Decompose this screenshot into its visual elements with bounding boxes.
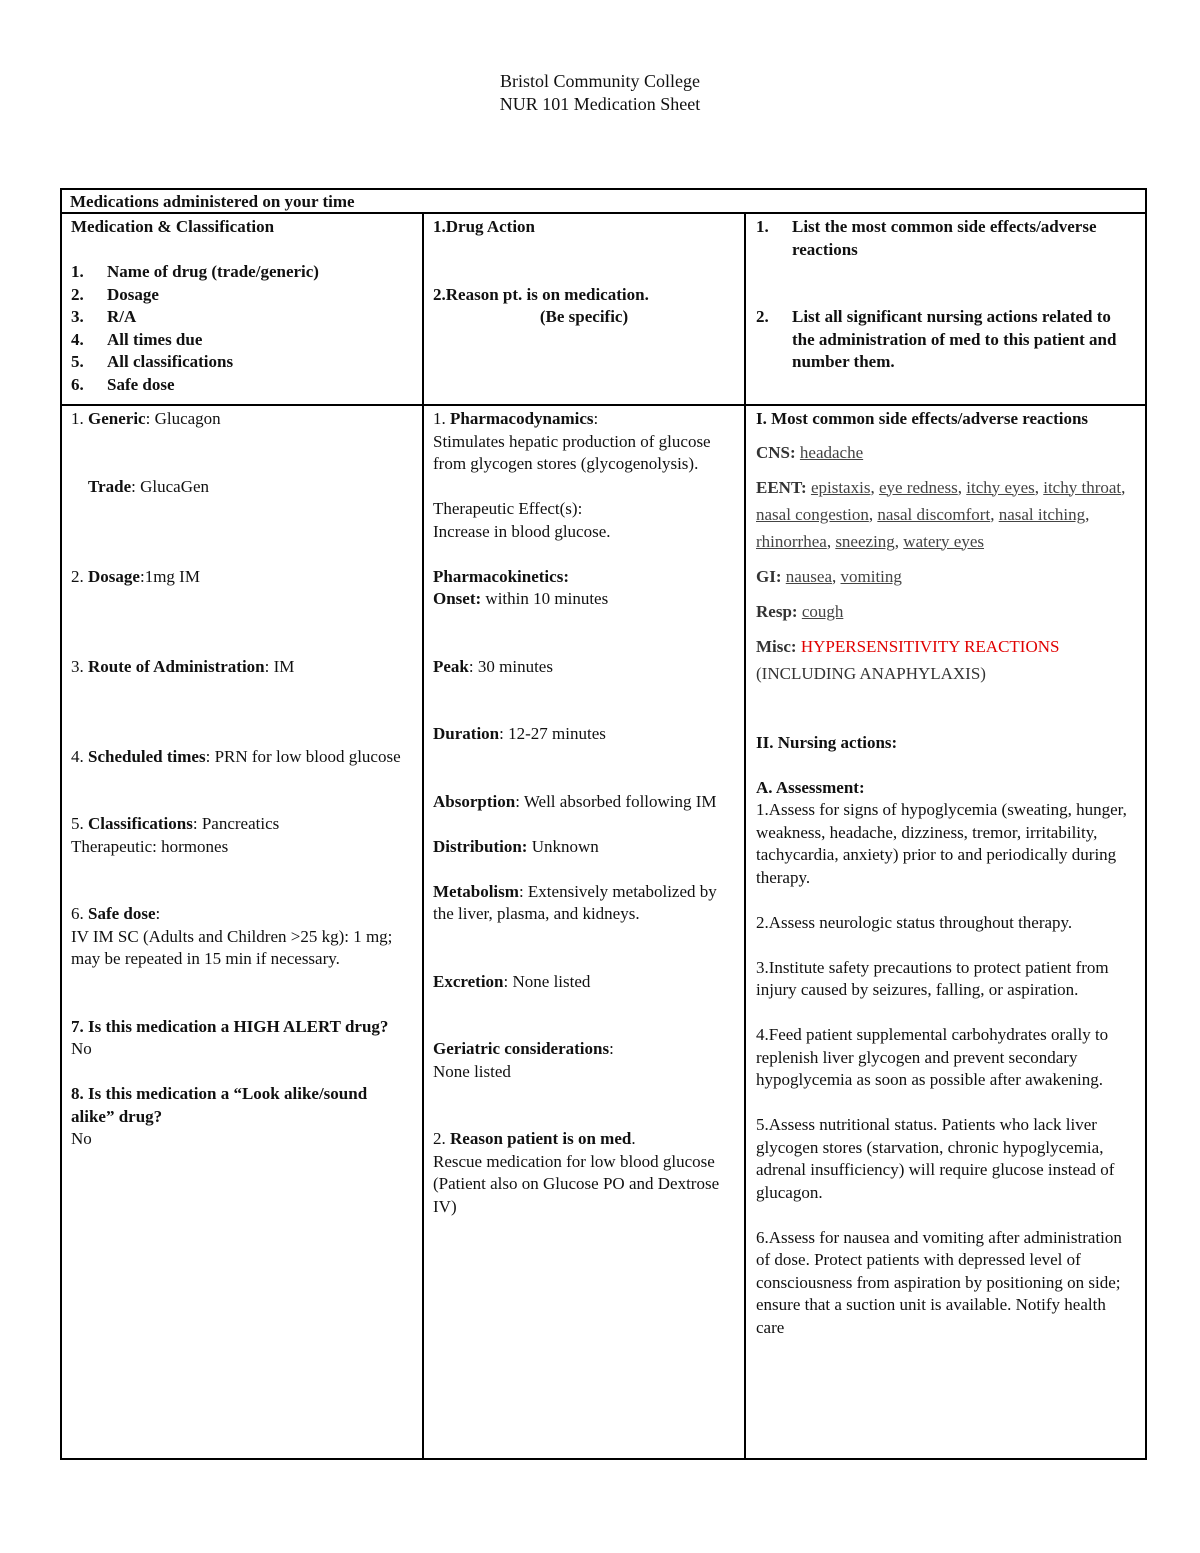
misc-hypersensitivity: HYPERSENSITIVITY REACTIONS bbox=[800, 636, 1060, 656]
head-col-side-effects bbox=[746, 214, 1145, 404]
table-head-row bbox=[62, 214, 1145, 406]
col1-title: Medication & Classification bbox=[71, 217, 275, 236]
pharmacokinetics-label: Pharmacokinetics: bbox=[433, 566, 569, 586]
absorption-line: Absorption: Well absorbed following IM bbox=[433, 791, 717, 811]
side-effect-item: nasal congestion bbox=[756, 504, 869, 524]
high-alert-question: 7. Is this medication a HIGH ALERT drug? bbox=[71, 1016, 389, 1036]
nursing-action: 6.Assess for nausea and vomiting after administration of dose. Protect patients with depressed level of consciousness from aspiration by positioning on side; ensure that a suction unit is available. Notify health care bbox=[756, 1227, 1122, 1337]
nursing-action: 2.Assess neurologic status throughout therapy. bbox=[756, 912, 1073, 932]
side-effect-item: rhinorrhea bbox=[756, 531, 827, 551]
gi-line: GI: nausea, vomiting bbox=[756, 566, 902, 586]
therapeutic-effect-value: Increase in blood glucose. bbox=[433, 521, 611, 541]
pharmacodynamics-line: 1. Pharmacodynamics: bbox=[433, 409, 599, 428]
side-effect-item: cough bbox=[801, 601, 844, 621]
body-col-side-effects bbox=[746, 406, 1145, 1458]
onset-line: Onset: within 10 minutes bbox=[433, 589, 609, 608]
geriatric-value: None listed bbox=[433, 1061, 511, 1081]
resp-line: Resp: cough bbox=[756, 601, 844, 621]
side-effect-item: epistaxis bbox=[810, 477, 871, 497]
side-effect-item: headache bbox=[799, 442, 864, 462]
reason-line: 2. Reason patient is on med. bbox=[433, 1129, 636, 1148]
side-effect-item: nasal itching bbox=[998, 504, 1086, 524]
nursing-action: 3.Institute safety precautions to protect patient from injury caused by seizures, falling, or aspiration. bbox=[756, 957, 1109, 999]
col2-specific-note: (Be specific) bbox=[539, 307, 629, 326]
therapeutic-effect-label: Therapeutic Effect(s): bbox=[433, 499, 583, 518]
head-col-drug-action bbox=[424, 214, 746, 404]
side-effect-item: itchy eyes bbox=[966, 477, 1035, 497]
high-alert-answer: No bbox=[71, 1039, 92, 1058]
cns-line: CNS: headache bbox=[756, 442, 864, 462]
side-effect-item: vomiting bbox=[840, 566, 902, 586]
side-effect-item: watery eyes bbox=[903, 531, 985, 551]
side-effect-item: nasal discomfort bbox=[877, 504, 991, 524]
safe-dose-line: 6. Safe dose: bbox=[71, 904, 161, 923]
side-effect-item: itchy throat bbox=[1043, 477, 1122, 497]
classifications-line: 5. Classifications: Pancreatics bbox=[71, 814, 280, 833]
misc-line: Misc: HYPERSENSITIVITY REACTIONS bbox=[756, 636, 1060, 656]
nursing-actions-title: II. Nursing actions: bbox=[756, 732, 898, 752]
head-col-medication bbox=[62, 214, 424, 404]
safe-dose-value: IV IM SC (Adults and Children >25 kg): 1 mg; may be repeated in 15 min if necessary. bbox=[71, 926, 393, 968]
head-item: 5. All classifications bbox=[71, 352, 234, 371]
body-col-medication bbox=[62, 406, 424, 1458]
pharmacodynamics-value: Stimulates hepatic production of glucose from glycogen stores (glycogenolysis). bbox=[433, 431, 711, 473]
eent-line: EENT: epistaxis, eye redness, itchy eyes, itchy throat, nasal congestion, nasal discomfort, nasal itching, rhinorrhea, sneezing, watery eyes bbox=[756, 477, 1126, 551]
reason-value: Rescue medication for low blood glucose bbox=[433, 1151, 715, 1171]
table-body-row bbox=[62, 406, 1145, 1458]
trade-line: Trade: GlucaGen bbox=[88, 476, 210, 496]
side-effect-item: eye redness bbox=[878, 477, 958, 497]
generic-line: 1. Generic: Glucagon bbox=[71, 409, 221, 428]
geriatric-line: Geriatric considerations: bbox=[433, 1039, 614, 1058]
side-effect-item: nausea bbox=[785, 566, 833, 586]
metabolism-line: Metabolism: Extensively metabolized by the liver, plasma, and kidneys. bbox=[433, 881, 717, 923]
excretion-line: Excretion: None listed bbox=[433, 971, 591, 991]
col2-action-heading: 1.Drug Action bbox=[433, 217, 535, 236]
head-item: 3. R/A bbox=[71, 307, 137, 326]
table-title: Medications administered on your time bbox=[62, 190, 1145, 214]
reason-note: (Patient also on Glucose PO and Dextrose IV) bbox=[433, 1174, 720, 1216]
side-effect-item: sneezing bbox=[835, 531, 895, 551]
times-line: 4. Scheduled times: PRN for low blood glucose bbox=[71, 746, 401, 766]
head-item: 2. Dosage bbox=[71, 284, 159, 304]
look-alike-question: 8. Is this medication a “Look alike/sound alike” drug? bbox=[71, 1084, 368, 1126]
head-item: 1. List the most common side effects/adverse reactions bbox=[756, 217, 1097, 259]
assessment-title: A. Assessment: bbox=[756, 777, 865, 797]
medication-table bbox=[60, 188, 1147, 1460]
page-header bbox=[0, 70, 1200, 116]
head-item: 4. All times due bbox=[71, 329, 203, 349]
college-name: Bristol Community College bbox=[499, 71, 700, 91]
route-line: 3. Route of Administration: IM bbox=[71, 656, 295, 676]
head-item: 6. Safe dose bbox=[71, 374, 175, 394]
peak-line: Peak: 30 minutes bbox=[433, 656, 553, 676]
duration-line: Duration: 12-27 minutes bbox=[433, 724, 606, 743]
distribution-line: Distribution: Unknown bbox=[433, 836, 599, 856]
nursing-action: 5.Assess nutritional status. Patients who lack liver glycogen stores (starvation, chronic hypoglycemia, adrenal insufficiency) will require glucose instead of glucagon. bbox=[756, 1115, 1115, 1202]
nursing-action: 1.Assess for signs of hypoglycemia (sweating, hunger, weakness, headache, dizziness, tremor, irritability, tachycardia, anxiety) prior to and periodically during therapy. bbox=[756, 800, 1127, 887]
sheet-title: NUR 101 Medication Sheet bbox=[499, 94, 701, 114]
col2-reason-heading: 2.Reason pt. is on medication. bbox=[433, 284, 649, 304]
dosage-line: 2. Dosage:1mg IM bbox=[71, 566, 200, 586]
nursing-action: 4.Feed patient supplemental carbohydrates orally to replenish liver glycogen and prevent secondary hypoglycemia as soon as possible after awakening. bbox=[756, 1025, 1109, 1089]
head-item: 2. List all significant nursing actions related to the administration of med to this patient and number them. bbox=[756, 307, 1117, 371]
misc-note: (INCLUDING ANAPHYLAXIS) bbox=[756, 663, 986, 683]
head-item: 1. Name of drug (trade/generic) bbox=[71, 262, 319, 281]
side-effects-title: I. Most common side effects/adverse reactions bbox=[756, 409, 1089, 428]
body-col-drug-action bbox=[424, 406, 746, 1458]
look-alike-answer: No bbox=[71, 1129, 92, 1148]
therapeutic-class: Therapeutic: hormones bbox=[71, 836, 229, 856]
